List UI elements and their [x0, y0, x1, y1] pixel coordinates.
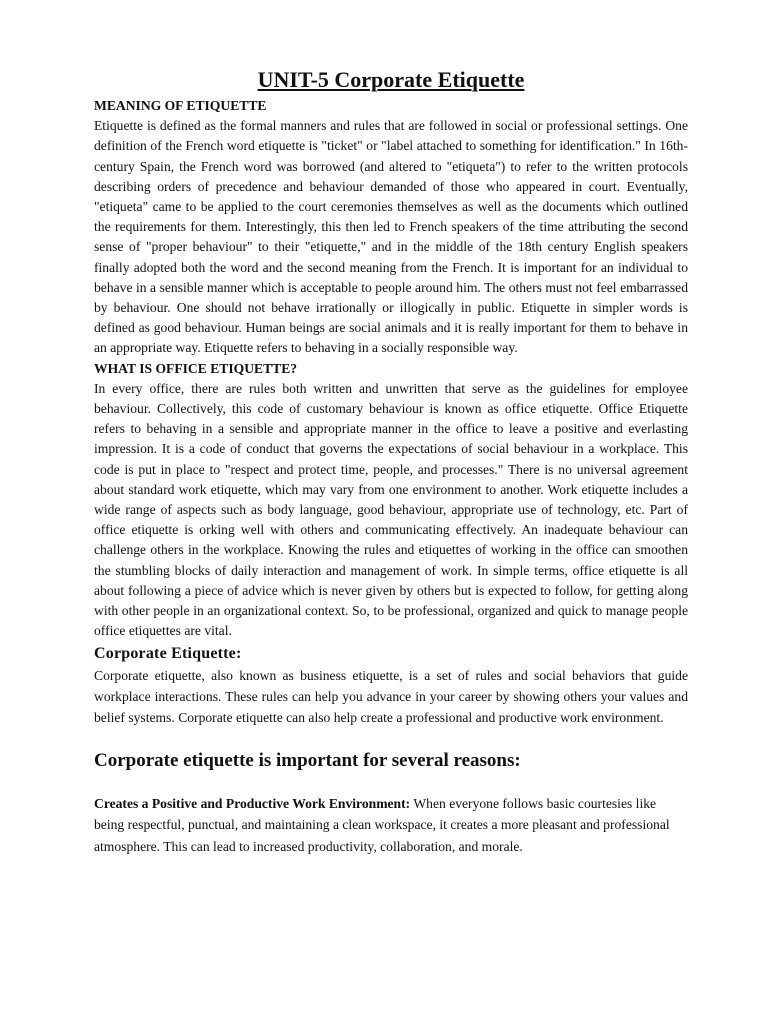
importance-point-1 — [94, 793, 688, 857]
office-etiquette-heading: WHAT IS OFFICE ETIQUETTE? — [94, 360, 298, 376]
importance-heading: Corporate etiquette is important for several reasons: — [94, 749, 521, 771]
office-etiquette-paragraph: In every office, there are rules both written and unwritten that serve as the guidelines for employee behaviour. Collectively, this code of customary behaviour is known as office etiquette. Office Etiquette refers to behaving in a sensible and appropriate manner in the office to leave a positive and everlasting impression. It is a code of conduct that governs the expectations of social behaviour in a workplace. This code is put in place to "respect and protect time, people, and processes." There is no universal agreement about standard work etiquette, which may vary from one environment to another. Work etiquette includes a wide range of aspects such as body language, good behaviour, appropriate use of technology, etc. Part of office etiquette is orking well with others and communicating effectively. An inadequate behaviour can challenge others in the workplace. Knowing the rules and etiquettes of working in the office can smoothen the stumbling blocks of daily interaction and management of work. In simple terms, office etiquette is all about following a piece of advice which is never given by others but is expected to follow, for getting along with other people in an organizational context. So, to be professional, organized and quick to manage people office etiquettes are vital. — [94, 380, 688, 639]
importance-point-1-lead: Creates a Positive and Productive Work Environment: — [94, 795, 411, 811]
importance-point-1-text: When everyone follows basic courtesies like being respectful, punctual, and maintaining a clean workspace, it creates a more pleasant and professional atmosphere. This can lead to increased productivity, collaboration, and morale. — [94, 795, 670, 854]
document-page — [94, 66, 688, 857]
corporate-etiquette-paragraph: Corporate etiquette, also known as business etiquette, is a set of rules and social behaviors that guide workplace interactions. These rules can help you advance in your career by showing others your values and belief systems. Corporate etiquette can also help create a professional and productive work environment. — [94, 668, 688, 726]
page-title: UNIT-5 Corporate Etiquette — [257, 67, 525, 92]
meaning-heading: MEANING OF ETIQUETTE — [94, 98, 267, 113]
corporate-etiquette-heading: Corporate Etiquette: — [94, 645, 242, 663]
meaning-paragraph: Etiquette is defined as the formal manners and rules that are followed in social or professional settings. One definition of the French word etiquette is "ticket" or "label attached to something for identification." In 16th-century Spain, the French word was borrowed (and altered to "etiqueta") to refer to the written protocols describing orders of precedence and behaviour demanded of those who appeared in court. Eventually, "etiqueta" came to be applied to the court ceremonies themselves as well as the documents which outlined the requirements for them. Interestingly, this then led to French speakers of the time attributing the second sense of "proper behaviour" to their "etiquette," and in the middle of the 18th century English speakers finally adopted both the word and the second meaning from the French. It is important for an individual to behave in a sensible manner which is acceptable to people around him. The others must not feel embarrassed by behaviour. One should not behave irrationally or illogically in public. Etiquette in simpler words is defined as good behaviour. Human beings are social animals and it is really important for them to behave in an appropriate way. Etiquette refers to behaving in a socially responsible way. — [94, 118, 688, 356]
